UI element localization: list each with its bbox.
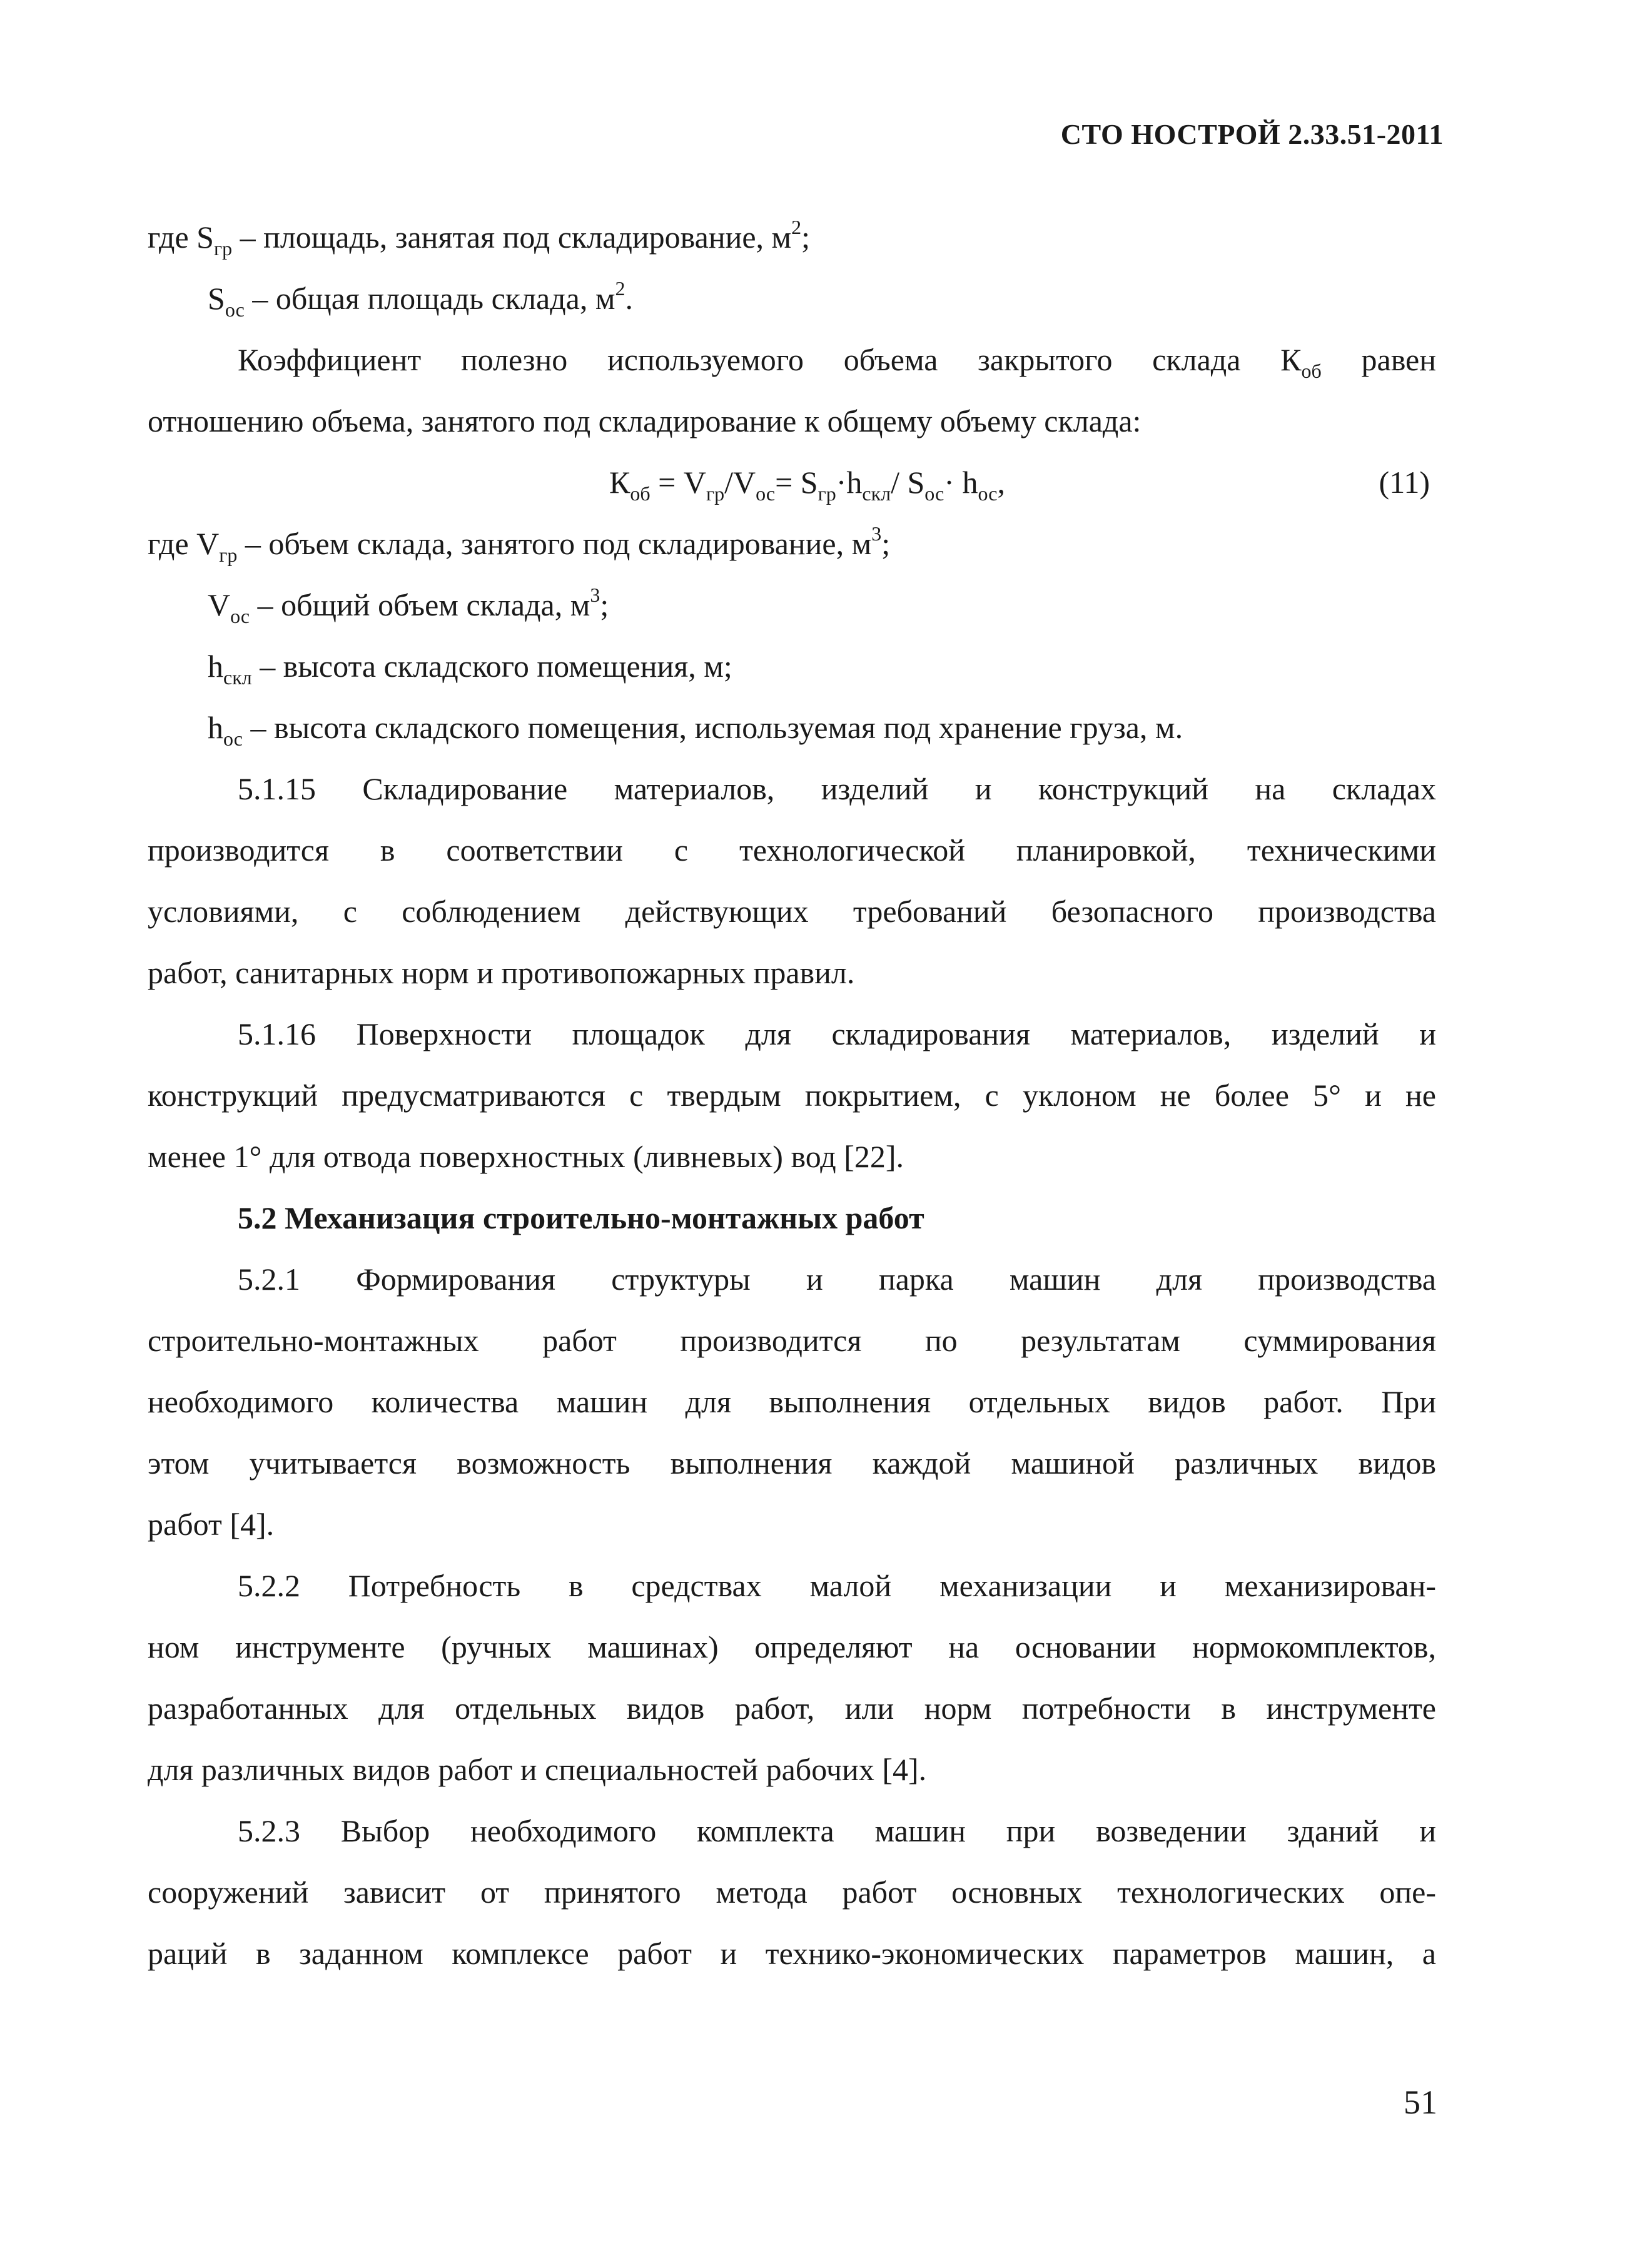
definition-end: ; (881, 526, 891, 561)
paragraph-5-2-1-line: 5.2.1 Формирования структуры и парка машин для производства (238, 1262, 1436, 1297)
definition-symbol: S (208, 281, 225, 316)
paragraph-5-1-16-line: менее 1° для отвода поверхностных (ливневых) вод [22]. (148, 1139, 904, 1174)
definition-symbol: где S (148, 220, 214, 255)
definition-symbol: где V (148, 526, 220, 561)
paragraph-5-2-3-line: раций в заданном комплексе работ и технико-экономических параметров машин, а (148, 1936, 1436, 1971)
paragraph-5-2-2-line: 5.2.2 Потребность в средствах малой механизации и механизирован- (238, 1568, 1436, 1603)
paragraph-text: равен (1321, 342, 1437, 377)
paragraph-5-1-15-line: 5.1.15 Складирование материалов, изделий и конструкций на складах (238, 771, 1436, 806)
definition-text: – общая площадь склада, м (244, 281, 615, 316)
paragraph-5-2-2-line: разработанных для отдельных видов работ, или норм потребности в инструменте (148, 1691, 1436, 1726)
paragraph-line (148, 329, 1436, 390)
document-code-header: СТО НОСТРОЙ 2.33.51-2011 (1060, 118, 1444, 150)
paragraph-subscript: об (1301, 360, 1322, 382)
definition-text: – площадь, занятая под складирование, м (232, 220, 792, 255)
paragraph-5-2-3-line: 5.2.3 Выбор необходимого комплекта машин при возведении зданий и (238, 1813, 1436, 1848)
definition-subscript: ос (223, 727, 243, 750)
paragraph-5-1-15-line: производится в соответствии с технологической планировкой, техническими (148, 833, 1436, 868)
definition-symbol: h (208, 710, 223, 745)
definition-end: ; (600, 587, 609, 622)
definition-end: . (625, 281, 633, 316)
paragraph-5-1-16-line: конструкций предусматриваются с твердым покрытием, с уклоном не более 5° и не (148, 1078, 1436, 1113)
formula-expression: $К_{об} = V_{гр}/V_{ос}= S_{гр}\cdot h_{скл}/$ $S_{ос}\cdot h_{ос}$, (609, 465, 1005, 505)
page-number: 51 (1404, 2083, 1437, 2121)
definition-text: – объем склада, занятого под складирование, м (237, 526, 872, 561)
paragraph-text: отношению объема, занятого под складирование к общему объему склада: (148, 403, 1142, 438)
document-body (148, 206, 1436, 1984)
paragraph-5-2-1-line: необходимого количества машин для выполнения отдельных видов работ. При (148, 1384, 1436, 1419)
definition-end: ; (801, 220, 811, 255)
definition-superscript: 2 (615, 277, 625, 300)
formula-11 (148, 452, 1436, 513)
definition-text: – общий объем склада, м (250, 587, 590, 622)
paragraph-5-2-1-line: этом учитывается возможность выполнения каждой машиной различных видов (148, 1445, 1436, 1481)
definition-symbol: V (208, 587, 231, 622)
definition-text: – высота складского помещения, используемая под хранение груза, м. (243, 710, 1183, 745)
definition-subscript: ос (225, 298, 245, 321)
paragraph-5-2-1-line: работ [4]. (148, 1507, 275, 1542)
definition-subscript: ос (230, 605, 250, 627)
definition-text: – высота складского помещения, м; (251, 649, 732, 684)
definition-superscript: 3 (590, 584, 600, 606)
definition-line (148, 574, 1436, 635)
definition-line (148, 635, 1436, 697)
section-heading-5-2: 5.2 Механизация строительно-монтажных работ (238, 1200, 924, 1235)
paragraph-5-1-16-line: 5.1.16 Поверхности площадок для складирования материалов, изделий и (238, 1016, 1436, 1051)
paragraph-5-2-3-line: сооружений зависит от принятого метода работ основных технологических опе- (148, 1875, 1436, 1910)
paragraph-line (148, 390, 1436, 452)
definition-line (148, 206, 1436, 268)
paragraph-5-2-1-line: строительно-монтажных работ производится по результатам суммирования (148, 1323, 1436, 1358)
paragraph-text: Коэффициент полезно используемого объема закрытого склада К (238, 342, 1302, 377)
definition-subscript: скл (223, 666, 252, 689)
paragraph-5-1-15-line: условиями, с соблюдением действующих требований безопасного производства (148, 894, 1436, 929)
definition-line (148, 697, 1436, 758)
paragraph-5-2-2-line: для различных видов работ и специальностей рабочих [4]. (148, 1752, 927, 1787)
definition-line (148, 513, 1436, 574)
paragraph-5-1-15-line: работ, санитарных норм и противопожарных правил. (148, 955, 855, 990)
formula-number: (11) (1379, 465, 1430, 500)
definition-subscript: гр (213, 237, 233, 260)
definition-symbol: h (208, 649, 223, 684)
definition-subscript: гр (219, 544, 238, 566)
definition-line (148, 268, 1436, 329)
definition-superscript: 3 (871, 522, 882, 545)
paragraph-5-2-2-line: ном инструменте (ручных машинах) определяют на основании нормокомплектов, (148, 1629, 1436, 1664)
definition-superscript: 2 (791, 216, 802, 238)
